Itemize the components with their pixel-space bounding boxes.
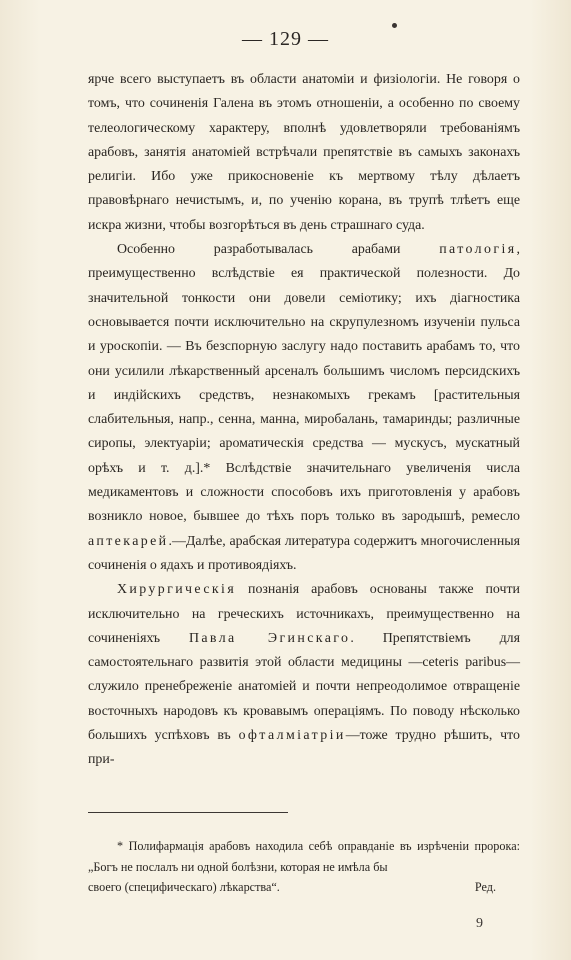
footnote-body: * Полифармація арабовъ находила себѣ оправданіе въ изрѣченіи пророка: „Богъ не послалъ ни одной болѣзни, которая не имѣла бы: [88, 839, 520, 874]
term-surgery: Хирургическія: [117, 582, 237, 598]
footnote-divider: [88, 812, 288, 813]
term-ophthalmology: офталміатріи: [238, 728, 346, 744]
signature-mark: 9: [476, 916, 483, 931]
footnote: [88, 836, 520, 898]
editor-mark: Ред.: [474, 880, 496, 894]
pathology-intro: Особенно разработывалась арабами: [117, 242, 401, 258]
paragraph-pathology: [88, 238, 520, 578]
paragraph-anatomy: ярче всего выступаетъ въ области анатоміи и физіологіи. Не говоря о томъ, что сочиненія Галена въ этомъ отношеніи, а особенно по своему телеологическому характеру, вполнѣ удовлетворяли требованіямъ арабовъ, занятія анатоміей встрѣчали препятствіе въ самыхъ законахъ религіи. Ибо уже прикосновеніе къ мертвому тѣлу дѣлаетъ правовѣрнаго нечистымъ, и, по ученію корана, въ трупѣ тлѣетъ еще искра жизни, чтобы возгорѣться въ день страшнаго суда.: [88, 72, 520, 233]
page-number: — 129 —: [242, 28, 329, 50]
footnote-text: [88, 836, 520, 877]
paragraph-surgery: [88, 578, 520, 772]
footnote-last-text: своего (специфическаго) лѣкарства“.: [88, 880, 280, 894]
surgery-end: —тоже трудно рѣшить, что при-: [88, 728, 520, 768]
term-paul-aegina: Павла Эгинскаго: [188, 630, 351, 646]
pathology-end: .—Далѣе, арабская литература содержитъ многочисленныя сочиненія о ядахъ и противоядіяхъ.: [88, 533, 520, 573]
term-pharmacists: аптекарей: [88, 533, 169, 549]
term-pathology: патологія: [439, 242, 517, 258]
surgery-body: познанія арабовъ основаны также почти исключительно на греческихъ источникахъ, преимущественно на сочиненіяхъ: [88, 582, 520, 646]
pathology-body: , преимущественно вслѣдствіе ея практической полезности. До значительной тонкости они довели семіотику; ихъ діагностика основывается почти исключительно на скрупулезномъ изученіи пульса и уроскопіи. — Въ безспорную заслугу надо поставить арабамъ то, что они усилили лѣкарственный арсеналъ большимъ числомъ персидскихъ и индійскихъ средствъ, незнакомыхъ грекамъ [растительныя слабительныя, напр., сенна, манна, миробалань, тамаринды; различные сиропы, электуаріи; ароматическія средства — мускусъ, мускатный орѣхъ и т. д.].* Вслѣдствіе значительнаго увеличенія числа медикаментовъ и сложности способовъ ихъ приготовленія у арабовъ возникло новое, бывшее до тѣхъ поръ только въ зародышѣ, ремесло: [88, 242, 520, 525]
footnote-last-line: [88, 877, 520, 898]
main-text: [88, 68, 520, 773]
surgery-body-2: . Препятствіемъ для самостоятельнаго развитія этой области медицины —ceteris paribus—служило пренебреженіе анатоміей и почти непреодолимое отвращеніе восточныхъ народовъ къ кровавымъ операціямъ. По поводу нѣсколько большихъ успѣховъ въ: [88, 630, 520, 744]
